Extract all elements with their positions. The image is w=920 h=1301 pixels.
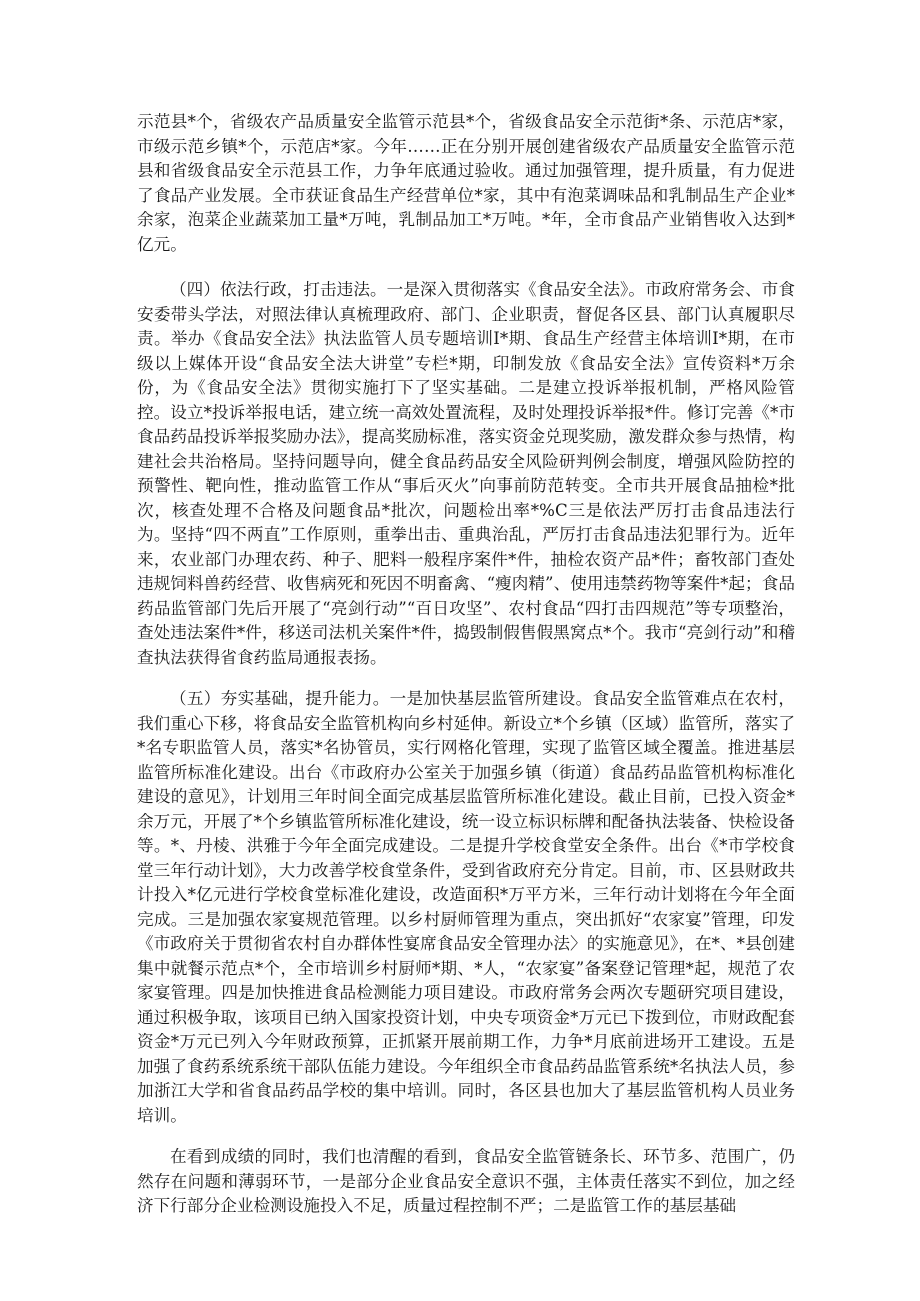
paragraph-problems: 在看到成绩的同时，我们也清醒的看到，食品安全监管链条长、环节多、范围广，仍然存在问题和薄弱环节，一是部分企业食品安全意识不强，主体责任落实不到位，加之经济下行部分企业检测设施投入不足，质量过程控制不严；二是监管工作的基层基础 [137, 1147, 795, 1215]
paragraph-continuation: 示范县*个，省级农产品质量安全监管示范县*个，省级食品安全示范街*条、示范店*家，市级示范乡镇*个，示范店*家。今年……正在分别开展创建省级农产品质量安全监管示范县和省级食品安全示范县工作，力争年底通过验收。通过加强管理，提升质量，有力促进了食品产业发展。全市获证食品生产经营单位*家，其中有泡菜调味品和乳制品生产企业*余家，泡菜企业蔬菜加工量*万吨，乳制品加工*万吨。*年，全市食品产业销售收入达到*亿元。 [137, 112, 795, 254]
document-page [137, 110, 795, 1219]
paragraph-section-five: （五）夯实基础，提升能力。一是加快基层监管所建设。食品安全监管难点在农村，我们重心下移，将食品安全监管机构向乡村延伸。新设立*个乡镇（区域）监管所，落实了*名专职监管人员，落实*名协管员，实行网格化管理，实现了监管区域全覆盖。推进基层监管所标准化建设。出台《市政府办公室关于加强乡镇（街道）食品药品监管机构标准化建设的意见》，计划用三年时间全面完成基层监管所标准化建设。截止目前，已投入资金*余万元，开展了*个乡镇监管所标准化建设，统一设立标识标牌和配备执法装备、快检设备等。*、丹棱、洪雅于今年全面完成建设。二是提升学校食堂安全条件。出台《*市学校食堂三年行动计划》，大力改善学校食堂条件，受到省政府充分肯定。目前，市、区县财政共计投入*亿元进行学校食堂标准化建设，改造面积*万平方米，三年行动计划将在今年全面完成。三是加强农家宴规范管理。以乡村厨师管理为重点，突出抓好“农家宴”管理，印发《市政府关于贯彻省农村自办群体性宴席食品安全管理办法〉的实施意见》，在*、*县创建集中就餐示范点*个，全市培训乡村厨师*期、*人，“农家宴”备案登记管理*起，规范了农家宴管理。四是加快推进食品检测能力项目建设。市政府常务会两次专题研究项目建设，通过积极争取，该项目已纳入国家投资计划，中央专项资金*万元已下拨到位，市财政配套资金*万元已列入今年财政预算，正抓紧开展前期工作，力争*月底前进场开工建设。五是加强了食药系统系统干部队伍能力建设。今年组织全市食品药品监管系统*名执法人员，参加浙江大学和省食品药品学校的集中培训。同时，各区县也加大了基层监管机构人员业务培训。 [137, 689, 795, 1125]
paragraph-section-four: （四）依法行政，打击违法。一是深入贯彻落实《食品安全法》。市政府常务会、市食安委带头学法，对照法律认真梳理政府、部门、企业职责，督促各区县、部门认真履职尽责。举办《食品安全法》执法监管人员专题培训I*期、食品生产经营主体培训I*期，在市级以上媒体开设“食品安全法大讲堂”专栏*期，印制发放《食品安全法》宣传资料*万余份，为《食品安全法》贯彻实施打下了坚实基础。二是建立投诉举报机制，严格风险管控。设立*投诉举报电话，建立统一高效处置流程，及时处理投诉举报*件。修订完善《*市食品药品投诉举报奖励办法》，提高奖励标准，落实资金兑现奖励，激发群众参与热情，构建社会共治格局。坚持问题导向，健全食品药品安全风险研判例会制度，增强风险防控的预警性、靶向性，推动监管工作从“事后灭火”向事前防范转变。全市共开展食品抽检*批次，核查处理不合格及问题食品*批次，问题检出率*%C三是依法严厉打击食品违法行为。坚持“四不两直”工作原则，重拳出击、重典治乱，严厉打击食品违法犯罪行为。近年来，农业部门办理农药、种子、肥料一般程序案件*件，抽检农资产品*件；畜牧部门查处违规饲料兽药经营、收售病死和死因不明畜禽、“瘦肉精”、使用违禁药物等案件*起；食品药品监管部门先后开展了“亮剑行动”“百日攻坚”、农村食品“四打击四规范”等专项整治，查处违法案件*件，移送司法机关案件*件，捣毁制假售假黑窝点*个。我市“亮剑行动”和稽查执法获得省食药监局通报表扬。 [137, 280, 795, 667]
